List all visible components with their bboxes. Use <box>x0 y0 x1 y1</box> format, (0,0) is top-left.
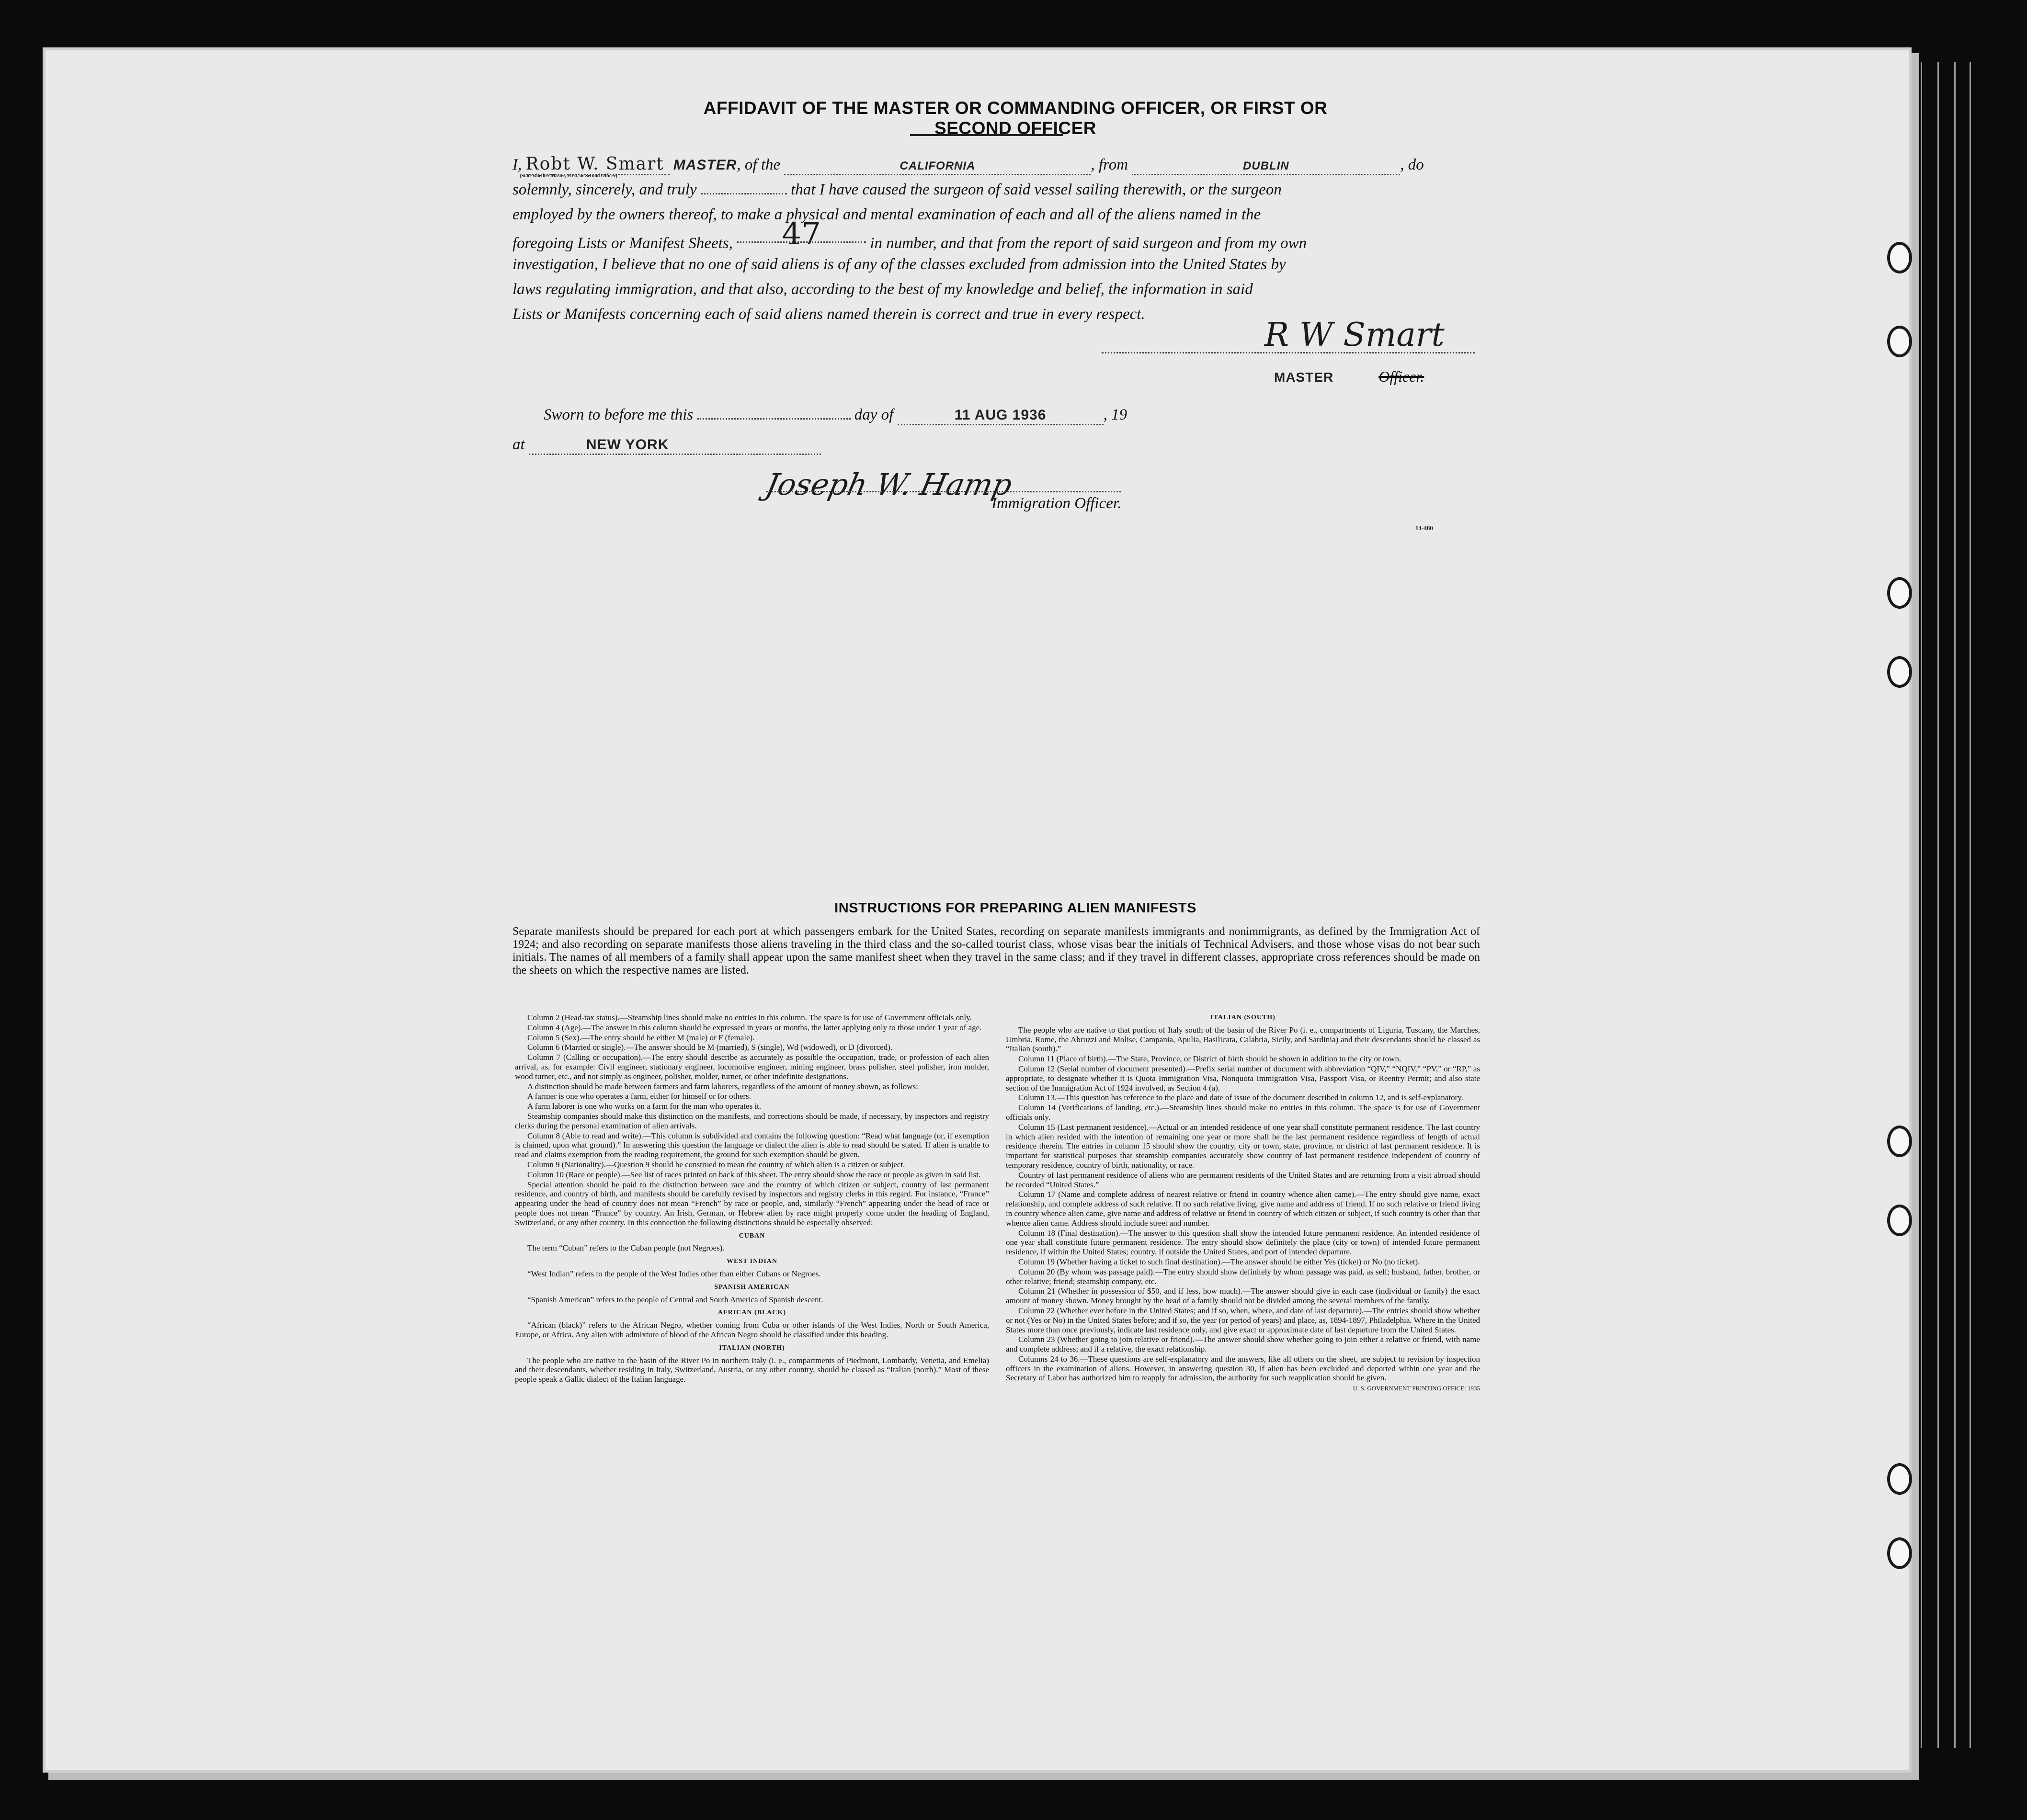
surgeon-text: that I have caused the surgeon of said vessel sailing therewith, or the surgeon <box>791 181 1282 198</box>
binder-hole <box>1887 577 1912 609</box>
binder-hole <box>1887 1463 1912 1495</box>
column-note: Column 14 (Verifications of landing, etc.).—Steamship lines should make no entries in this column. The space is for use of Government officials only. <box>1006 1103 1480 1122</box>
column-note: Column 11 (Place of birth).—The State, Province, or District of birth should be shown in addition to the city or town. <box>1018 1054 1401 1064</box>
column-note: Columns 24 to 36.—These questions are self-explanatory and the answers, like all others on the sheet, are subject to revision by inspection officers in the examination of aliens. However, in answering question 30, if alien has been excluded and deported within one year and the Secretary of Labor has authorized him to reapply for admission, the authority for such reapplication should be given. <box>1006 1354 1480 1383</box>
vessel-name: CALIFORNIA <box>900 159 976 172</box>
affidavit-line-5: investigation, I believe that no one of said aliens is of any of the classes excluded from admission into the United States by <box>512 256 1286 273</box>
west-indian-text: “West Indian” refers to the people of the West Indies other than either Cubans or Negroes. <box>527 1269 821 1278</box>
in-number-text: in number, and that from the report of said surgeon and from my own <box>870 235 1307 252</box>
affidavit-line-1 <box>512 154 1424 175</box>
column-note: Column 22 (Whether ever before in the United States; and if so, when, where, and date of last departure).—The entries should show whether or not (Yes or No) in the United States before; and if so, the year (or period of years) and place, as, 1894-1897, Philadelphia. Where in the United States more than once previously, indicate last residence only, and give exact or approximate date of last departure from the United States. <box>1006 1306 1480 1334</box>
column-note: Column 23 (Whether going to join relative or friend).—The answer should show whether going to join either a relative or friend, with name and complete address; and if a relative, the exact relationship. <box>1006 1335 1480 1354</box>
column-note: Column 15 (Last permanent residence).—Actual or an intended residence of one year shall constitute permanent residence. The last country in which alien resided with the intention of remaining one year or more shall be the last permanent residence regardless of length of actual residence therein. The entries in column 15 should show the country, city or town, state, province, or district of last permanent residence. It is important for statistical purposes that steamship companies accurately show country of last permanent residence independent of country of temporary residence, country of birth, nationality, or race. <box>1006 1122 1480 1170</box>
column-note: Column 21 (Whether in possession of $50, and if less, how much).—The answer should give in each case (individual or family) the exact amount of money shown. Money brought by the head of a family should not be divided among the several members of the family. <box>1006 1286 1480 1306</box>
affidavit-line-6: laws regulating immigration, and that also, according to the best of my knowledge and belief, the information in said <box>512 281 1253 298</box>
instructions-right-column <box>1006 1013 1480 1394</box>
column-note: Column 2 (Head-tax status).—Steamship lines should make no entries in this column. The space is for use of Government officials only. <box>527 1013 972 1022</box>
binder-hole <box>1887 326 1912 357</box>
column-note: Column 19 (Whether having a ticket to such final destination).—The answer should be either Yes (ticket) or No (no ticket). <box>1018 1257 1420 1266</box>
place-stamp: NEW YORK <box>586 437 669 453</box>
vessel-field <box>784 156 1091 175</box>
of-the-text: , of the <box>737 156 781 173</box>
rank-note: (State whether Master, First, or Second Officer) <box>520 173 617 179</box>
column-note: Column 13.—This question has reference to the place and date of issue of the document described in column 12, and is self-explanatory. <box>1018 1093 1463 1103</box>
cuban-text: The term “Cuban” refers to the Cuban people (not Negroes). <box>527 1243 725 1253</box>
affidavit-i: I, <box>512 156 522 173</box>
port-name: DUBLIN <box>1242 159 1289 172</box>
year-text: , 19 <box>1103 406 1127 423</box>
officer-signature: Joseph W. Hamp <box>763 467 1015 502</box>
place-field <box>529 436 821 455</box>
day-blank <box>697 418 851 420</box>
manifest-sheets-text: foregoing Lists or Manifest Sheets, <box>512 235 733 252</box>
master-stamp: MASTER <box>1274 370 1334 385</box>
master-signature: R W Smart <box>1264 316 1445 354</box>
stacked-page-edge <box>1970 62 1971 1748</box>
spanish-american-heading: SPANISH AMERICAN <box>714 1283 790 1291</box>
west-indian-heading: WEST INDIAN <box>726 1258 778 1265</box>
sworn-text: Sworn to before me this <box>544 406 694 423</box>
signature-line <box>1102 352 1475 353</box>
stacked-page-edge <box>1954 62 1956 1748</box>
italian-north-heading: ITALIAN (NORTH) <box>719 1344 785 1352</box>
binder-hole <box>1887 1126 1912 1157</box>
signature-title <box>1274 368 1424 386</box>
oath-blank <box>701 193 787 194</box>
column-note: Column 6 (Married or single).—The answer should be M (married), S (single), Wd (widowed), or D (divorced). <box>527 1043 893 1052</box>
italian-north-text: The people who are native to the basin of the River Po in northern Italy (i. e., compartments of Piedmont, Lombardy, Venetia, and Emelia) and their descendants, whether residing in Italy, Switzerland, Austria, or any other country, should be classed as “Italian (north).” Most of these people speak a Gallic dialect of the Italian language. <box>515 1355 989 1384</box>
column-note: Column 17 (Name and complete address of nearest relative or friend in country whence alien came).—The entry should give name, exact relationship, and complete address of such relative. If no such relative living, give name and address of friend. If no such relative or friend living in country whence alien came, give name and address of relative or friend in country of which citizen or subject, if such country is other than that whence alien came. Address should include street and number. <box>1006 1190 1480 1228</box>
officer-title: Immigration Officer. <box>991 495 1122 512</box>
solemnly-text: solemnly, sincerely, and truly <box>512 181 697 198</box>
date-stamp: 11 AUG 1936 <box>954 407 1047 423</box>
column-note: Column 20 (By whom was passage paid).—The entry should show definitely by whom passage was paid, as self; husband, father, brother, or other relative; friend; steamship company, etc. <box>1006 1267 1480 1286</box>
spanish-american-text: “Spanish American” refers to the people of Central and South America of Spanish descent. <box>527 1295 823 1304</box>
port-field <box>1132 156 1400 175</box>
date-field <box>898 406 1104 425</box>
at-line <box>512 436 821 455</box>
african-heading: AFRICAN (BLACK) <box>717 1309 786 1317</box>
struck-officer: Officer. <box>1378 368 1424 385</box>
affidavit-line-4 <box>512 216 1307 252</box>
binder-hole <box>1887 656 1912 688</box>
affidavit-title: AFFIDAVIT OF THE MASTER OR COMMANDING OFFICER, OR FIRST OR SECOND OFFICER <box>703 98 1328 138</box>
binder-hole <box>1887 242 1912 273</box>
african-text: “African (black)” refers to the African Negro, whether coming from Cuba or other islands of the West Indies, North or South America, Europe, or Africa. Any alien with admixture of blood of the African Negro should be classified under this heading. <box>515 1320 989 1339</box>
column-note: Column 8 (Able to read and write).—This column is subdivided and contains the following question: “Read what language (or, if exemption is claimed, upon what ground).” In answering this question the language or dialect the alien is able to read should be stated. If alien is unable to read and claims exemption from the reading requirement, the ground for such exemption should be given. <box>515 1131 989 1160</box>
stacked-page-edge <box>1937 62 1939 1748</box>
binder-hole <box>1887 1537 1912 1569</box>
binder-hole <box>1887 1205 1912 1236</box>
form-number: 14-480 <box>1415 524 1433 532</box>
affidavit-line-3: employed by the owners thereof, to make a physical and mental examination of each and all of the aliens named in the <box>512 206 1261 223</box>
instructions-title: INSTRUCTIONS FOR PREPARING ALIEN MANIFESTS <box>834 900 1196 916</box>
stacked-page-edge <box>1921 62 1922 1748</box>
instructions-left-column <box>515 1013 989 1385</box>
column-note: Column 10 (Race or people).—See list of races printed on back of this sheet. The entry should show the race or people as given in said list. <box>527 1170 981 1179</box>
column-note: Column 4 (Age).—The answer in this column should be expressed in years or months, the latter applying only to those under 1 year of age. <box>527 1023 982 1032</box>
instructions-intro: Separate manifests should be prepared for each port at which passengers embark for the United States, recording on separate manifests immigrants and nonimmigrants, as defined by the Immigration Act of 1924; and also recording on separate manifests those aliens traveling in the third class and the so-called tourist class, whose visas bear the initials of Technical Advisers, and those whose visas do not bear such initials. The names of all members of a family shall appear upon the same manifest sheet when they travel in the same class; and if they travel in different classes, appropriate cross references should be made on the sheets on which the respective names are listed. <box>512 925 1480 977</box>
day-of-text: day of <box>854 406 894 423</box>
rank-stamp: MASTER <box>673 157 737 173</box>
column-note: A farmer is one who operates a farm, either for himself or for others. <box>527 1092 751 1101</box>
column-note: Column 12 (Serial number of document presented).—Prefix serial number of document with abbreviation “QIV,” “NQIV,” “PV,” or “RP,” as appropriate, to designate whether it is Quota Immigration Visa, Nonquota Immigration Visa, Passport Visa, or Reentry Permit; and also state section of the Immigration Act of 1924 involved, as Section 4 (a). <box>1006 1064 1480 1092</box>
sworn-line <box>544 406 1127 425</box>
do-text: , do <box>1400 156 1424 173</box>
affidavit-line-2 <box>512 181 1282 199</box>
at-text: at <box>512 436 525 453</box>
sheet-count: 47 <box>737 227 866 243</box>
title-divider <box>910 134 1063 136</box>
affidavit-line-7: Lists or Manifests concerning each of said aliens named therein is correct and true in every respect. <box>512 306 1145 323</box>
column-note: Column 7 (Calling or occupation).—The entry should describe as accurately as possible the occupation, trade, or profession of each alien arrival, as, for example: Civil engineer, stationary engineer, locomotive engineer, mining engineer, brass polisher, steel polisher, iron molder, wood turner, etc., and not simply as engineer, polisher, molder, turner, or other indefinite designations. <box>515 1053 989 1081</box>
column-note: A farm laborer is one who works on a farm for the man who operates it. <box>527 1102 762 1111</box>
italian-south-heading: ITALIAN (SOUTH) <box>1210 1014 1275 1021</box>
column-note: Column 5 (Sex).—The entry should be either M (male) or F (female). <box>527 1033 755 1042</box>
column-note: Country of last permanent residence of aliens who are permanent residents of the United States and are returning from a visit abroad should be recorded “United States.” <box>1006 1170 1480 1189</box>
column-note: Column 18 (Final destination).—The answer to this question shall show the intended future permanent residence. An intended residence of one year shall constitute future permanent residence. The entry should show definitely the place (city or town) of intended future permanent residence, if within the United States; country, if outside the United States, and port of intended departure. <box>1006 1228 1480 1257</box>
column-note: A distinction should be made between farmers and farm laborers, regardless of the amount of money shown, as follows: <box>527 1081 918 1091</box>
column-note: Column 9 (Nationality).—Question 9 should be construed to mean the country of which alien is a citizen or subject. <box>527 1160 905 1169</box>
column-note: Steamship companies should make this distinction on the manifests, and corrections should be made, if necessary, by inspectors and registry clerks during the personal examination of alien arrivals. <box>515 1111 989 1130</box>
master-name: Robt W. Smart <box>526 154 670 175</box>
column-note: Special attention should be paid to the distinction between race and the country of which citizen or subject, country of last permanent residence, and country of birth, and manifests should be carefully revised by inspectors and registry clerks in this regard. For instance, “France” appearing under the head of country does not mean “French” by race or people, and, similarly “French” appearing under the head of race or people does not mean “France” by country. An Irish, German, or Hebrew alien by race might properly come under the heading of England, Switzerland, or any other country. In this connection the following distinctions should be especially observed: <box>515 1180 989 1227</box>
cuban-heading: CUBAN <box>739 1232 765 1240</box>
officer-signature-line <box>766 491 1121 492</box>
printer-imprint: U. S. GOVERNMENT PRINTING OFFICE: 1935 <box>1353 1385 1480 1392</box>
column-note: The people who are native to that portion of Italy south of the basin of the River Po (i. e., compartments of Liguria, Tuscany, the Marches, Umbria, Rome, the Abruzzi and Molise, Campania, Apulia, Basilicata, Calabria, Sicily, and Sardinia) and their descendants should be classed as “Italian (south).” <box>1006 1025 1480 1054</box>
from-text: , from <box>1091 156 1128 173</box>
